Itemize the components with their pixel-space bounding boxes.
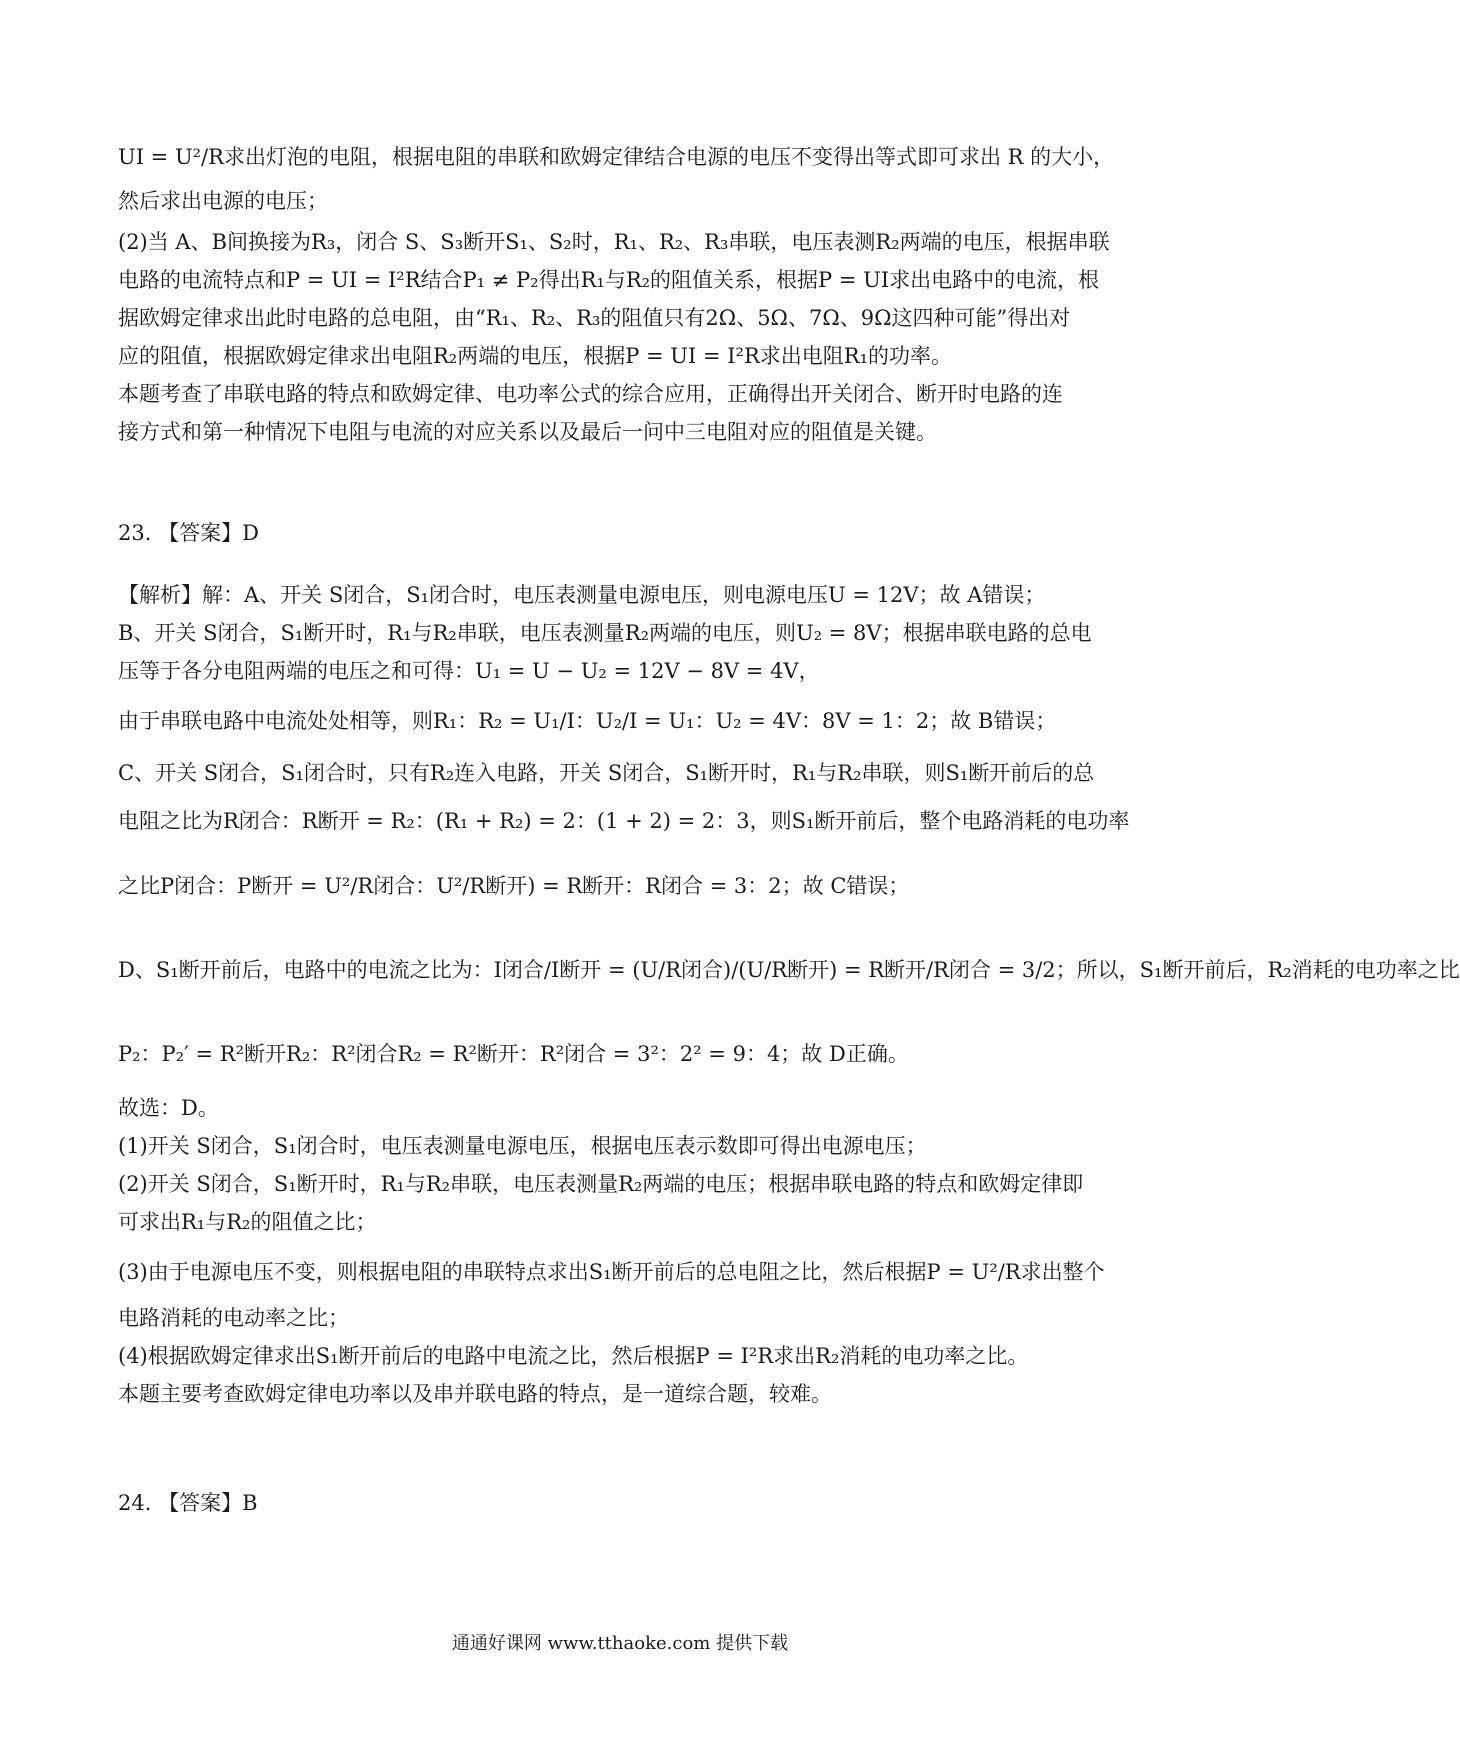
text-line: 可求出R₁与R₂的阻值之比； [118,1210,377,1234]
text-line: 压等于各分电阻两端的电压之和可得：U₁ = U − U₂ = 12V − 8V = 4V， [118,659,820,683]
text-line: P₂：P₂′ = R²断开R₂：R²闭合R₂ = R²断开：R²闭合 = 3²：2² = 9：4；故 D正确。 [118,1042,909,1066]
text-line: (4)根据欧姆定律求出S₁断开前后的电路中电流之比，然后根据P = I²R求出R₂消耗的电功率之比。 [118,1344,1029,1368]
text-line: C、开关 S闭合，S₁闭合时，只有R₂连入电路，开关 S闭合，S₁断开时，R₁与R₂串联，则S₁断开前后的总 [118,761,1095,785]
text-line: B、开关 S闭合，S₁断开时，R₁与R₂串联，电压表测量R₂两端的电压，则U₂ = 8V；根据串联电路的总电 [118,621,1092,645]
text-line: 据欧姆定律求出此时电路的总电阻，由“R₁、R₂、R₃的阻值只有2Ω、5Ω、7Ω、9Ω这四种可能”得出对 [118,306,1071,330]
text-line: 电路消耗的电动率之比； [118,1306,349,1330]
text-line: 应的阻值，根据欧姆定律求出电阻R₂两端的电压，根据P = UI = I²R求出电阻R₁的功率。 [118,344,952,368]
text-line: (2)当 A、B间换接为R₃，闭合 S、S₃断开S₁、S₂时，R₁、R₂、R₃串联，电压表测R₂两端的电压，根据串联 [118,230,1110,254]
answer-heading-23: 23. 【答案】D [118,521,259,545]
text-line: (2)开关 S闭合，S₁断开时，R₁与R₂串联，电压表测量R₂两端的电压；根据串联电路的特点和欧姆定律即 [118,1172,1084,1196]
text-line: 接方式和第一种情况下电阻与电流的对应关系以及最后一问中三电阻对应的阻值是关键。 [118,420,937,444]
answer-heading-24: 24. 【答案】B [118,1491,258,1515]
text-line: 本题考查了串联电路的特点和欧姆定律、电功率公式的综合应用，正确得出开关闭合、断开时电路的连 [118,382,1063,406]
text-line: D、S₁断开前后，电路中的电流之比为：I闭合/I断开 = (U/R闭合)/(U/R断开) = R断开/R闭合 = 3/2；所以，S₁断开前后，R₂消耗的电功率之比 [118,958,1460,982]
text-line: 然后求出电源的电压； [118,189,328,213]
text-line: 电阻之比为R闭合：R断开 = R₂：(R₁ + R₂) = 2：(1 + 2) = 2：3，则S₁断开前后，整个电路消耗的电功率 [118,809,1130,833]
text-line: 之比P闭合：P断开 = U²/R闭合：U²/R断开) = R断开：R闭合 = 3：2；故 C错误； [118,874,910,898]
text-line: 本题主要考查欧姆定律电功率以及串并联电路的特点，是一道综合题，较难。 [118,1382,832,1406]
text-line: 故选：D。 [118,1096,219,1120]
text-line: (1)开关 S闭合，S₁闭合时，电压表测量电源电压，根据电压表示数即可得出电源电压； [118,1134,927,1158]
text-line: UI = U²/R求出灯泡的电阻，根据电阻的串联和欧姆定律结合电源的电压不变得出等式即可求出 R 的大小， [118,145,1115,169]
text-line: 由于串联电路中电流处处相等，则R₁：R₂ = U₁/I：U₂/I = U₁：U₂ = 4V：8V = 1：2；故 B错误； [118,709,1057,733]
text-line: 【解析】解：A、开关 S闭合，S₁闭合时，电压表测量电源电压，则电源电压U = 12V；故 A错误； [118,583,1046,607]
text-line: 电路的电流特点和P = UI = I²R结合P₁ ≠ P₂得出R₁与R₂的阻值关系，根据P = UI求出电路中的电流，根 [118,268,1100,292]
text-line: (3)由于电源电压不变，则根据电阻的串联特点求出S₁断开前后的总电阻之比，然后根据P = U²/R求出整个 [118,1260,1105,1284]
page-footer: 通通好课网 www.tthaoke.com 提供下载 [451,1633,789,1654]
